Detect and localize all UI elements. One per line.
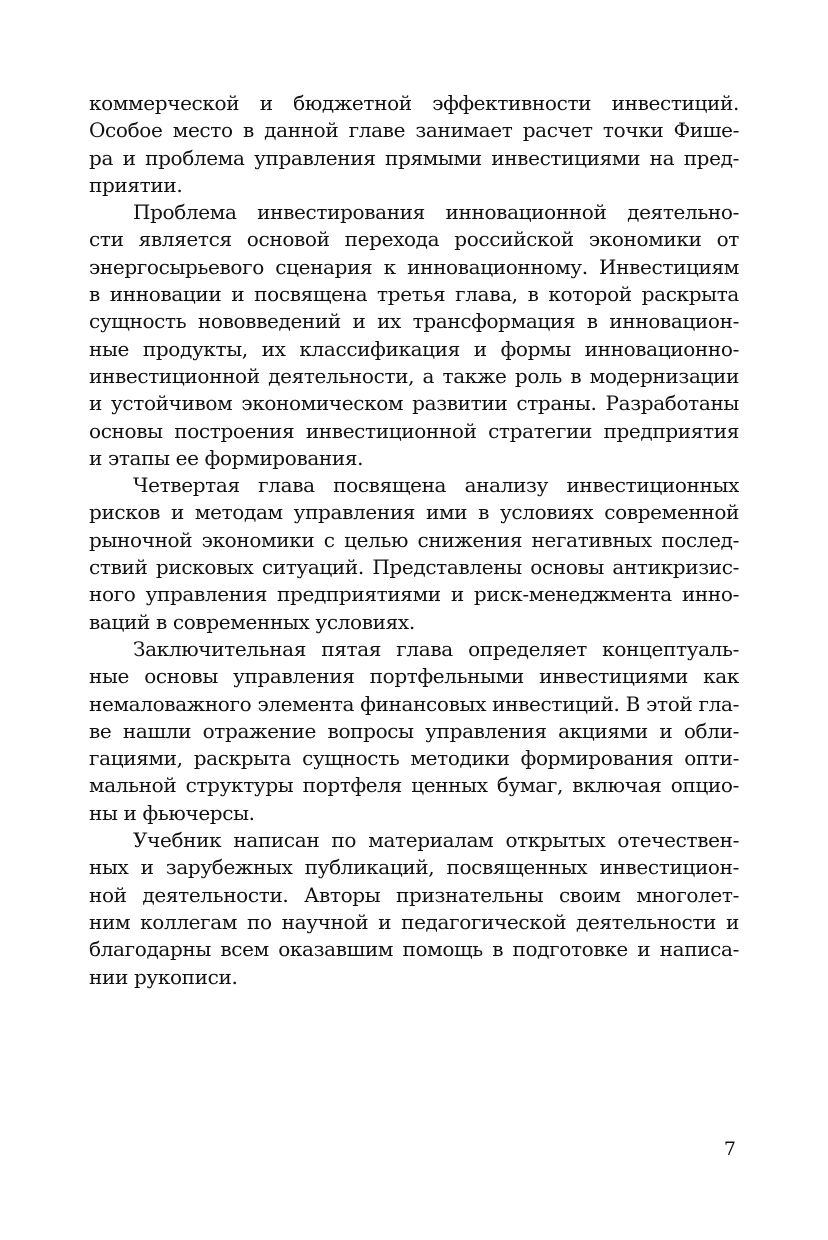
body-text [89, 90, 739, 991]
text-line: в инновации и посвящена третья глава, в которой раскрыта [89, 282, 739, 307]
text-line: ним коллегам по научной и педагогической деятельности и [89, 909, 739, 934]
text-line: немаловажного элемента финансовых инвестиций. В этой гла- [89, 691, 739, 716]
paragraph-5 [89, 827, 739, 991]
text-line: рыночной экономики с целью снижения негативных послед- [89, 527, 739, 552]
text-line: и устойчивом экономическом развитии страны. Разработаны [89, 391, 739, 416]
text-line: коммерческой и бюджетной эффективности инвестиций. [89, 91, 739, 115]
text-line: нии рукописи. [89, 964, 238, 989]
text-line: приятии. [89, 172, 183, 197]
text-line: гациями, раскрыта сущность методики формирования опти- [89, 746, 739, 771]
paragraph-3 [89, 472, 739, 636]
text-line: энергосырьевого сценария к инновационному. Инвестициям [89, 254, 739, 279]
text-line: Проблема инвестирования инновационной деятельно- [133, 200, 739, 225]
text-line: рисков и методам управления ими в условиях современной [89, 500, 739, 525]
page-number: 7 [723, 1138, 736, 1160]
text-line: ны и фьючерсы. [89, 800, 255, 825]
text-line: мальной структуры портфеля ценных бумаг, включая опцио- [89, 773, 739, 798]
text-line: Заключительная пятая глава определяет концептуаль- [133, 636, 739, 661]
text-line: инвестиционной деятельности, а также роль в модернизации [89, 363, 739, 388]
text-line: Особое место в данной главе занимает расчет точки Фише- [89, 118, 739, 143]
text-line: основы построения инвестиционной стратегии предприятия [89, 418, 739, 443]
text-line: ного управления предприятиями и риск-менеджмента инно- [89, 582, 739, 607]
text-line: ные основы управления портфельными инвестициями как [89, 664, 739, 689]
text-line: ных и зарубежных публикаций, посвященных инвестицион- [89, 855, 739, 880]
text-line: Четвертая глава посвящена анализу инвестиционных [133, 473, 739, 498]
text-line: сти является основой перехода российской экономики от [89, 227, 739, 252]
text-line: Учебник написан по материалам открытых отечествен- [133, 828, 739, 853]
text-line: ве нашли отражение вопросы управления акциями и обли- [89, 718, 739, 743]
text-line: ра и проблема управления прямыми инвестициями на пред- [89, 145, 739, 170]
text-line: сущность нововведений и их трансформация в инновацион- [89, 309, 739, 334]
text-line: и этапы ее формирования. [89, 445, 364, 470]
text-line: ной деятельности. Авторы признательны своим многолет- [89, 882, 739, 907]
paragraph-2 [89, 199, 739, 472]
text-line: ствий рисковых ситуаций. Представлены основы антикризис- [89, 555, 739, 580]
paragraph-4 [89, 636, 739, 827]
text-line: благодарны всем оказавшим помощь в подготовке и написа- [89, 937, 739, 962]
text-line: ные продукты, их классификация и формы инновационно- [89, 336, 739, 361]
text-line: ваций в современных условиях. [89, 609, 415, 634]
paragraph-1 [89, 90, 739, 199]
